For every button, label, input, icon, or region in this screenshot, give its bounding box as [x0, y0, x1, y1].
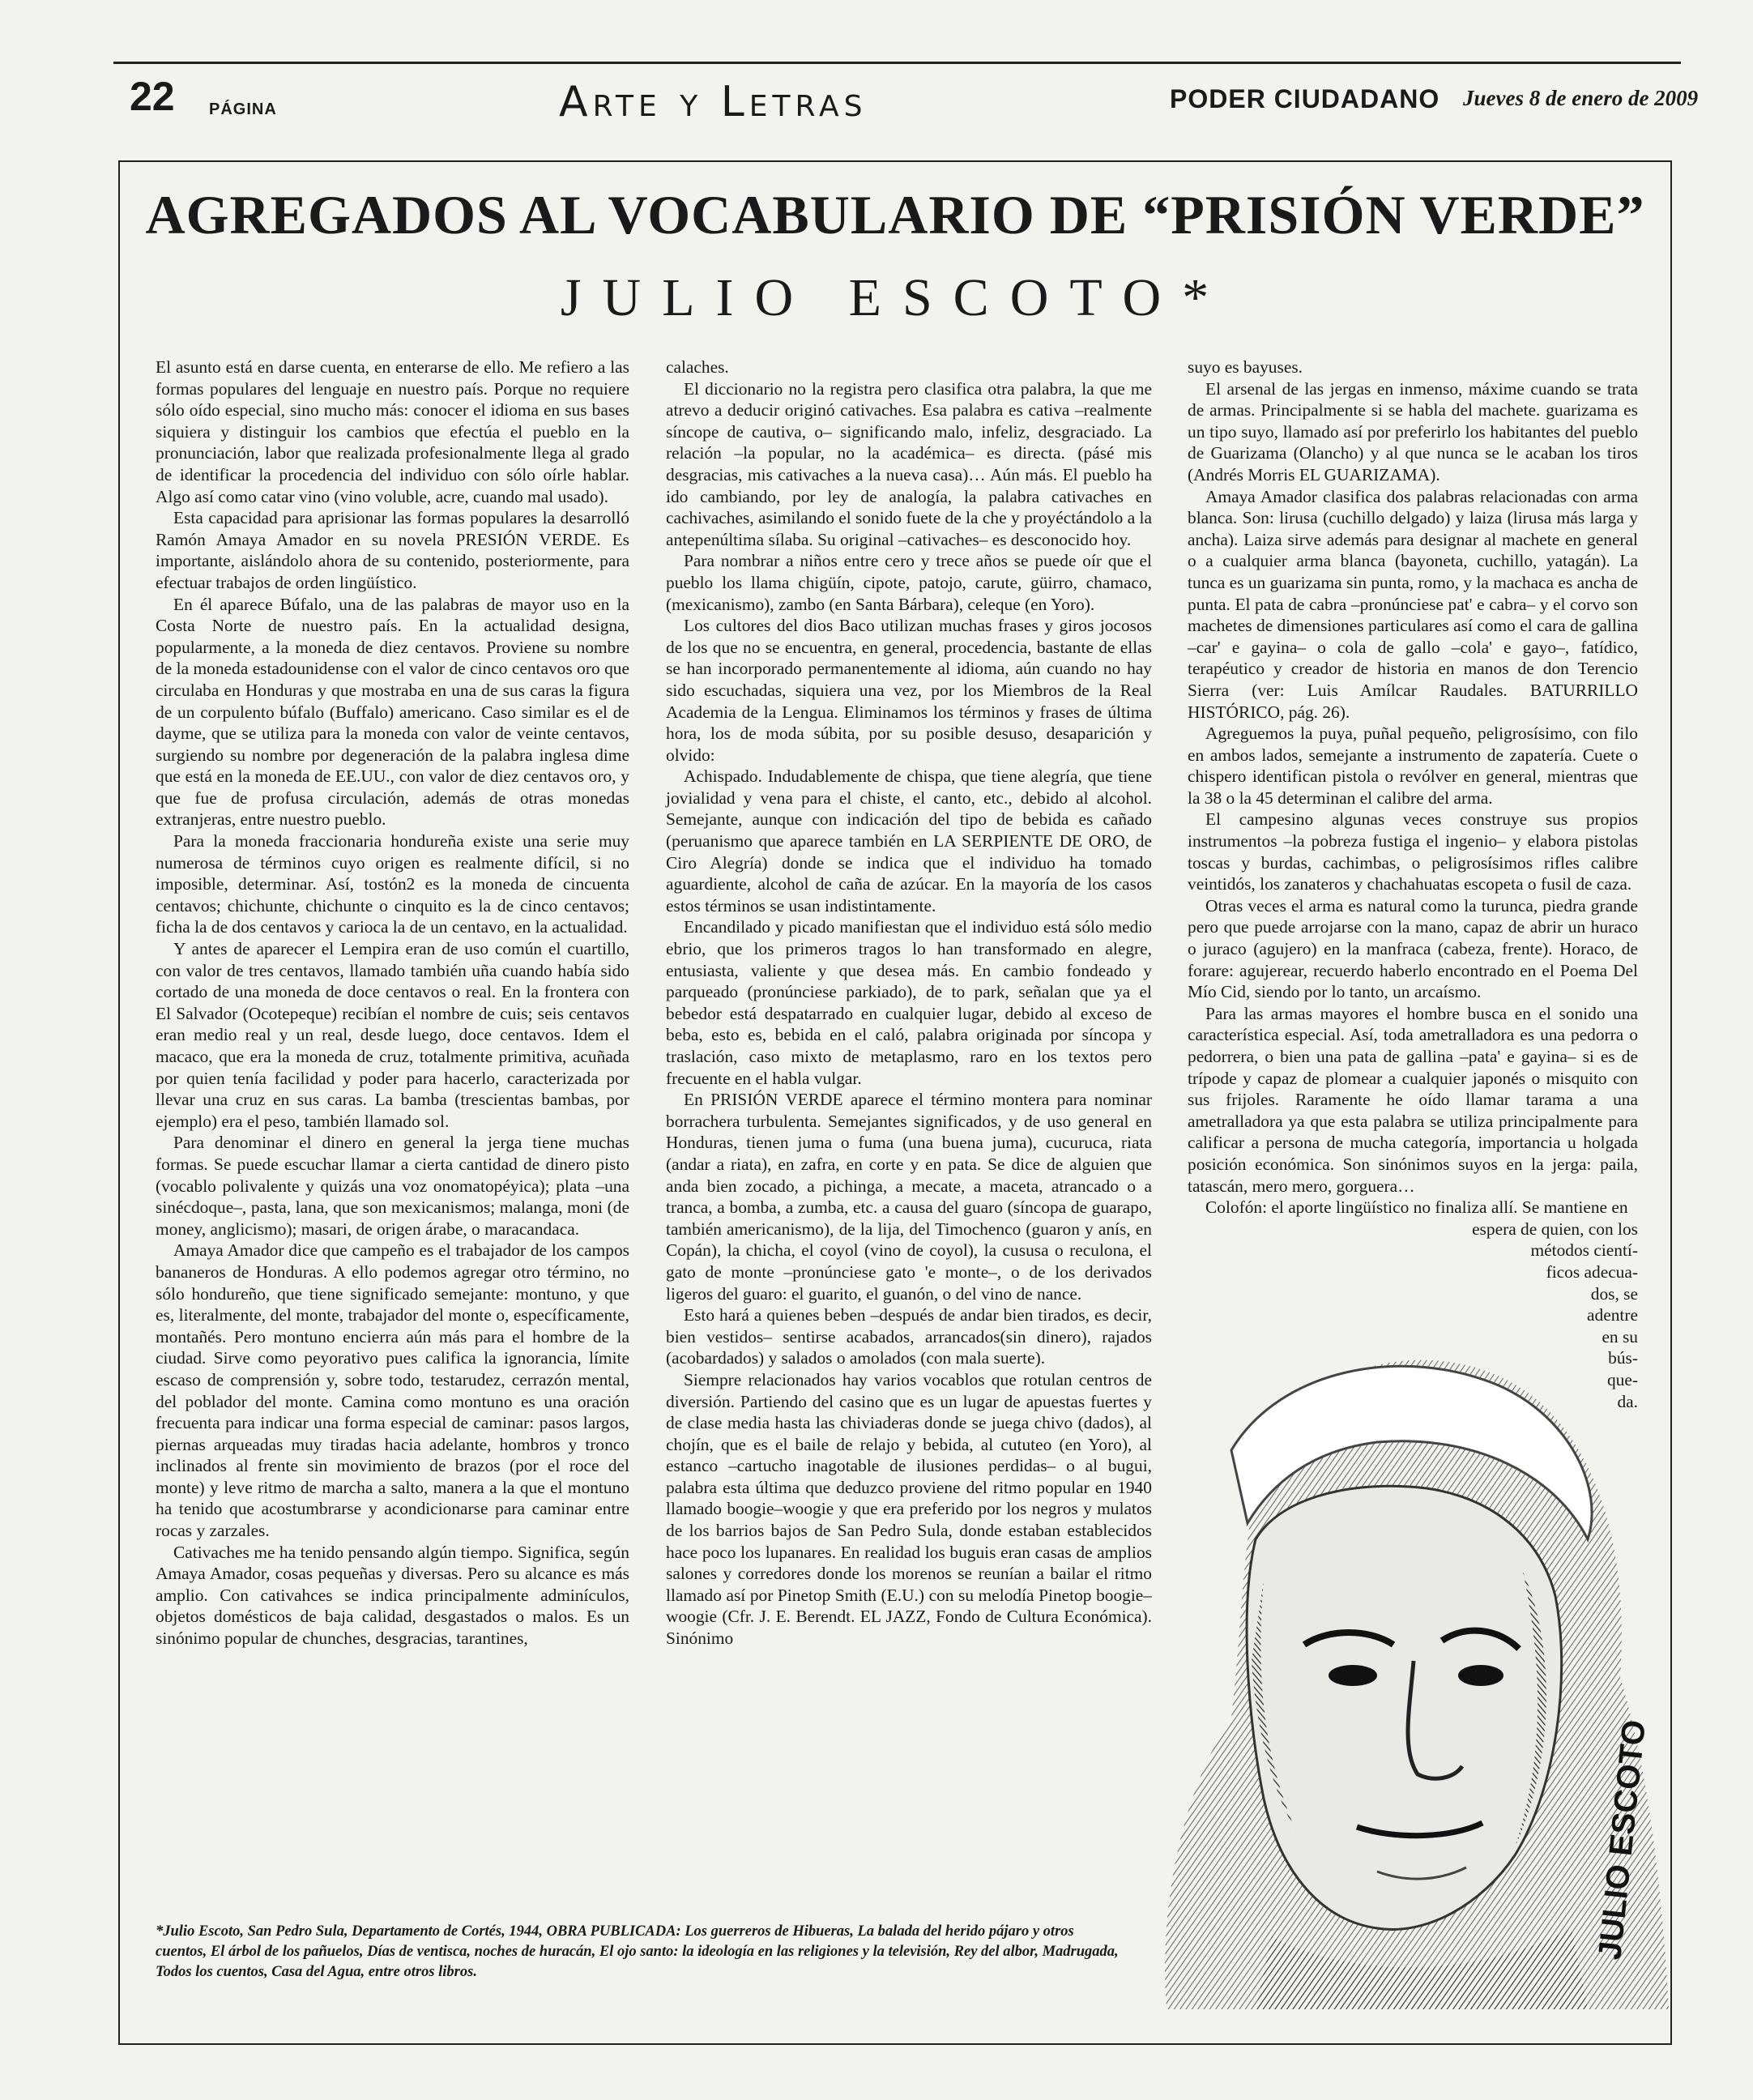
portrait-signature: JULIO ESCOTO: [1592, 1718, 1653, 1961]
author-portrait: [1134, 1337, 1669, 2009]
paragraph: Esto hará a quienes beben –después de andar bien tirados, es decir, bien vestidos– sentirse acabados, arrancados(sin dinero), rajados (acobardados) y salados o amolados (con mala suerte).: [666, 1305, 1152, 1368]
closing-line: da.: [1617, 1391, 1638, 1411]
paragraph: Siempre relacionados hay varios vocablos que rotulan centros de diversión. Partiendo del casino que es un lugar de apuestas fuertes y de clase media hasta las chiviaderas donde se juega chivo (dados), al chojín, que es el baile de relajo y bebida, al cututeo (en Yoro), al estanco –cartucho inagotable de ilusiones perdidas– o al bugui, palabra esta última que deduzco proviene del ritmo popular en 1940 llamado boogie–woogie y que era preferido por los negros y mulatos de los barrios bajos de San Pedro Sula, donde estaban establecidos hace poco los lupanares. En realidad los buguis eran casas de amplios salones y corredores donde los morenos se reunían a bailar el ritmo llamado así por Pinetop Smith (E.U.) con su melodía Pinetop boogie–woogie (Cfr. J. E. Berendt. EL JAZZ, Fondo de Cultura Económica). Sinónimo: [666, 1369, 1152, 1649]
article-column-2: [666, 356, 1152, 1650]
paragraph: Los cultores del dios Baco utilizan muchas frases y giros jocosos de los que no se encuentra, en general, procedencia, bastante de ellas se han incorporado permanentemente al idioma, aún cuando no hay sido escuchadas, siquiera una vez, por los Miembros de la Real Academia de la Lengua. Eliminamos los términos y frases de última hora, los de moda súbita, por su posible desuso, desaparición y olvido:: [666, 616, 1152, 765]
paragraph: suyo es bayuses.: [1188, 357, 1303, 377]
closing-line: que-: [1606, 1369, 1638, 1389]
paragraph: Colofón: el aporte lingüístico no finaliza allí. Se mantiene en: [1205, 1197, 1628, 1218]
paragraph: El asunto está en darse cuenta, en enterarse de ello. Me refiero a las formas populares del lenguaje en nuestro país. Porque no requiere sólo oído especial, sino mucho más: conocer el idioma en sus bases siquiera y distinguir los cambios que efectúa el pueblo en la pronunciación, labor que realizada profesionalmente llega al grado de identificar la procedencia del individuo con sólo oírle hablar. Algo así como catar vino (vino voluble, acre, cuando mal usado).: [156, 357, 629, 506]
paragraph: Esta capacidad para aprisionar las formas populares la desarrolló Ramón Amaya Amador en su novela PRESIÓN VERDE. Es importante, aislándolo ahora de su contenido, posteriormente, para efectuar trabajos de orden lingüístico.: [156, 508, 629, 592]
article-author: JULIO ESCOTO*: [560, 268, 1231, 327]
paragraph: En él aparece Búfalo, una de las palabras de mayor uso en la Costa Norte de nuestro país. En la actualidad designa, popularmente, a la moneda de diez centavos. Proviene su nombre de la moneda estadounidense con el valor de cinco centavos oro que circulaba en Honduras y que mostraba en una de sus caras la figura de un corpulento búfalo (Buffalo) americano. Caso similar es el de dayme, que se utiliza para la moneda con valor de veinte centavos, surgiendo su nombre por degeneración de la palabra inglesa dime que está en la moneda de EE.UU., con valor de diez centavos oro, y que fue de profusa circulación, además de otras monedas extranjeras, entre nuestro pueblo.: [156, 594, 629, 830]
closing-line: bús-: [1608, 1348, 1638, 1368]
header-rule: [113, 62, 1681, 64]
paragraph: Para la moneda fraccionaria hondureña existe una serie muy numerosa de términos cuyo origen es realmente difícil, si no imposible, determinar. Así, tostón2 es la moneda de cincuenta centavos; chichunte, chichunte o cinquito es la de cinco centavos; ficha la de dos centavos y carioca la de un centavo, en la actualidad.: [156, 831, 629, 937]
paragraph: Agreguemos la puya, puñal pequeño, peligrosísimo, con filo en ambos lados, semejante a instrumento de zapatería. Cuete o chispero identifican pistola o revólver en general, mientras que la 38 o la 45 determinan el calibre del arma.: [1188, 723, 1638, 808]
paragraph: Y antes de aparecer el Lempira eran de uso común el cuartillo, con valor de tres centavos, llamado también uña cuando había sido cortado de una moneda de doce centavos o real. En la frontera con El Salvador (Ocotepeque) recibían el nombre de cuis; seis centavos eran medio real y un real, desde luego, doce centavos. Idem el macaco, que era la moneda de cruz, totalmente primitiva, acuñada por quien tenía facilidad y poder para hacerlo, caracterizada por llevar una cruz en sus caras. La bamba (trescientas bambas, por ejemplo) era el peso, también llamado sol.: [156, 939, 629, 1131]
paragraph: Amaya Amador clasifica dos palabras relacionadas con arma blanca. Son: lirusa (cuchillo delgado) y laiza (lirusa más larga y ancha). Laiza sirve además para designar al machete en general o a cualquier arma blanca (bayoneta, cuchillo, yatagán). La tunca es un guarizama sin punta, romo, y la machaca es ancha de punta. El pata de cabra –pronúnciese pat' e cabra– y el corvo son machetes de dimensiones particulares así como el cara de gallina –car' e gayina– o cola de gallo –cola' e gayo–, fatídico, terapéutico y creador de historia en manos de don Terencio Sierra (ver: Luis Amílcar Raudales. BATURRILLO HISTÓRICO, pág. 26).: [1188, 486, 1638, 722]
paragraph: El campesino algunas veces construye sus propios instrumentos –la pobreza fustiga el ingenio– y elabora pistolas toscas y burdas, cachimbas, o peligrosísimos rifles calibre veintidós, los zanateros y chachahuatas escopeta o fusil de caza.: [1188, 809, 1638, 894]
section-title: Arte y Letras: [559, 78, 868, 126]
paragraph: calaches.: [666, 357, 729, 377]
paragraph: Achispado. Indudablemente de chispa, que tiene alegría, que tiene jovialidad y vena para el chiste, el canto, etc., debido al alcohol. Semejante, aunque con indicación del tipo de bebida es cañado (peruanismo que aparece también en LA SERPIENTE DE ORO, de Ciro Alegría) donde se indica que el individuo ha tomado aguardiente, alcohol de caña de azúcar. En la mayoría de los casos estos términos se usan indistintamente.: [666, 766, 1152, 916]
closing-line: adentre: [1587, 1305, 1638, 1325]
paragraph: Para denominar el dinero en general la jerga tiene muchas formas. Se puede escuchar llamar a cierta cantidad de dinero pisto (vocablo polivalente y quizás una voz onomatopéyica); plata –una sinécdoque–, pasta, lana, que son mexicanismos; malanga, moni (de money, anglicismo); masari, de origen árabe, o maracandaca.: [156, 1133, 629, 1239]
closing-line: métodos cientí-: [1530, 1240, 1638, 1261]
paragraph: En PRISIÓN VERDE aparece el término montera para nominar borrachera turbulenta. Semejantes significados, y de uso general en Honduras, tienen juma o fuma (una buena juma), cucuruca, riata (andar a riata), en zafra, en corte y en pata. Se dice de alguien que anda bien zocado, a pichinga, a mecate, a maceta, atrancado o a tranca, a bomba, a zumba, etc. a causa del guaro (síncopa de guarapo, también americanismo), de la lija, del Timochenco (guaron y anís, en Copán), la chicha, el coyol (vino de coyol), la cususa o reculona, el gato de monte –pronúnciese gato 'e monte–, o de los derivados ligeros del guaro: el guarito, el guanón, o del vino de nance.: [666, 1090, 1152, 1304]
paragraph: Encandilado y picado manifiestan que el individuo está sólo medio ebrio, que los primeros tragos lo han transformado en alegre, entusiasta, valiente y que desea más. En cambio fondeado y parqueado (pronúnciese parkiado), de to park, señalan que ya el bebedor está despatarrado en cualquier lugar, debido al exceso de beba, esto es, bebida en el caló, palabra originada por síncopa y traslación, caso mixto de metaplasmo, raro en los textos pero frecuente en el habla vulgar.: [666, 917, 1152, 1088]
issue-date: Jueves 8 de enero de 2009: [1463, 86, 1699, 110]
paragraph: El diccionario no la registra pero clasifica otra palabra, la que me atrevo a deducir originó cativaches. Esa palabra es cativa –realmente síncope de cautiva, o– significando malo, infeliz, desgraciado. La relación –la popular, no la académica– es directa. (pásé mis desgracias, mis cativaches a la nueva casa)… Aún más. El pueblo ha ido cambiando, por ley de analogía, la palabra cativaches en cachivaches, asimilando el sonido fuete de la che y proyéctándolo a la antepenúltima sílaba. Su original –cativaches– es desconocido hoy.: [666, 378, 1152, 549]
page-label: PÁGINA: [209, 100, 277, 118]
page-number: 22: [130, 74, 175, 119]
paragraph: Otras veces el arma es natural como la turunca, piedra grande pero que puede arrojarse con la mano, capaz de abrir un huraco o juraco (agujero) en la manfraca (cabeza, frente). Horaco, de forare: agujerear, recuerdo haberlo encontrado en el Poema Del Mío Cid, siendo por lo tanto, un arcaísmo.: [1188, 895, 1638, 1002]
paragraph: Cativaches me ha tenido pensando algún tiempo. Significa, según Amaya Amador, cosas pequeñas y diversas. Pero su alcance es más amplio. Con cativahces se indica principalmente adminículos, objetos domésticos de baja calidad, desgastados o malos. Es un sinónimo popular de chunches, desgracias, tarantines,: [156, 1542, 629, 1649]
paragraph: Amaya Amador dice que campeño es el trabajador de los campos bananeros de Honduras. A ello podemos agregar otro término, no sólo hondureño, que tiene significado semejante: montuno, y que es, literalmente, del monte, trabajador del monte o, específicamente, montañés. Pero montuno encierra aún más para el hombre de la ciudad. Sirve como peyorativo pues califica la ignorancia, límite escaso de comprensión y, sobre todo, testarudez, cerrazón mental, del poblador del monte. Camina como montuno es una oración frecuenta para indicar una forma especial de caminar: pasos largos, piernas arqueadas muy tiradas hacia adelante, hombros y tronco inclinados al frente sin movimiento de brazos (por el roce del monte) y leve ritmo de marcha a salto, manera a la que el montuno ha tenido que acostumbrarse y acondicionarse para caminar entre rocas y zarzales.: [156, 1240, 629, 1541]
paragraph: El arsenal de las jergas en inmenso, máxime cuando se trata de armas. Principalmente si se habla del machete. guarizama es un tipo suyo, llamado así por preferirlo los habitantes del pueblo de Guarizama (Olancho) y al que nunca se le acaban los tiros (Andrés Morris EL GUARIZAMA).: [1188, 378, 1638, 484]
article-column-1: [156, 356, 629, 1650]
newspaper-name: PODER CIUDADANO: [1170, 84, 1440, 113]
paragraph: Para nombrar a niños entre cero y trece años se puede oír que el pueblo los llama chigüín, cipote, patojo, carute, güirro, chamaco, (mexicanismo), zambo (en Santa Bárbara), celeque (en Yoro).: [666, 551, 1152, 614]
paragraph: Para las armas mayores el hombre busca en el sonido una característica especial. Así, toda ametralladora es una pedorra o pedorrera, o bien una pata de gallina –pata' e gayina– si es de trípode y capaz de plomear a cualquier japonés o misquito con sus frijoles. Raramente he oído llamar tarama a una ametralladora ya que esta palabra se utiliza principalmente para calificar a persona de mucha categoría, importancia u holgada posición económica. Son sinónimos suyos en la jerga: paila, tatascán, mero mero, gorguera…: [1188, 1003, 1638, 1196]
author-footnote: *Julio Escoto, San Pedro Sula, Departamento de Cortés, 1944, OBRA PUBLICADA: Los guerreros de Hibueras, La balada del herido pájaro y otros cuentos, El árbol de los pañuelos, Días de ventisca, noches de huracán, El ojo santo: la ideología en las religiones y la televisión, Rey del albor, Madrugada, Todos los cuentos, Casa del Agua, entre otros libros.: [156, 1923, 1119, 1980]
closing-line: espera de quien, con los: [1472, 1219, 1638, 1239]
article-column-3: [1188, 356, 1638, 1412]
closing-line: dos, se: [1590, 1283, 1638, 1304]
article-title: AGREGADOS AL VOCABULARIO DE “PRISIÓN VERDE”: [145, 184, 1645, 245]
closing-line: en su: [1602, 1326, 1638, 1347]
closing-line: ficos adecua-: [1546, 1261, 1638, 1282]
